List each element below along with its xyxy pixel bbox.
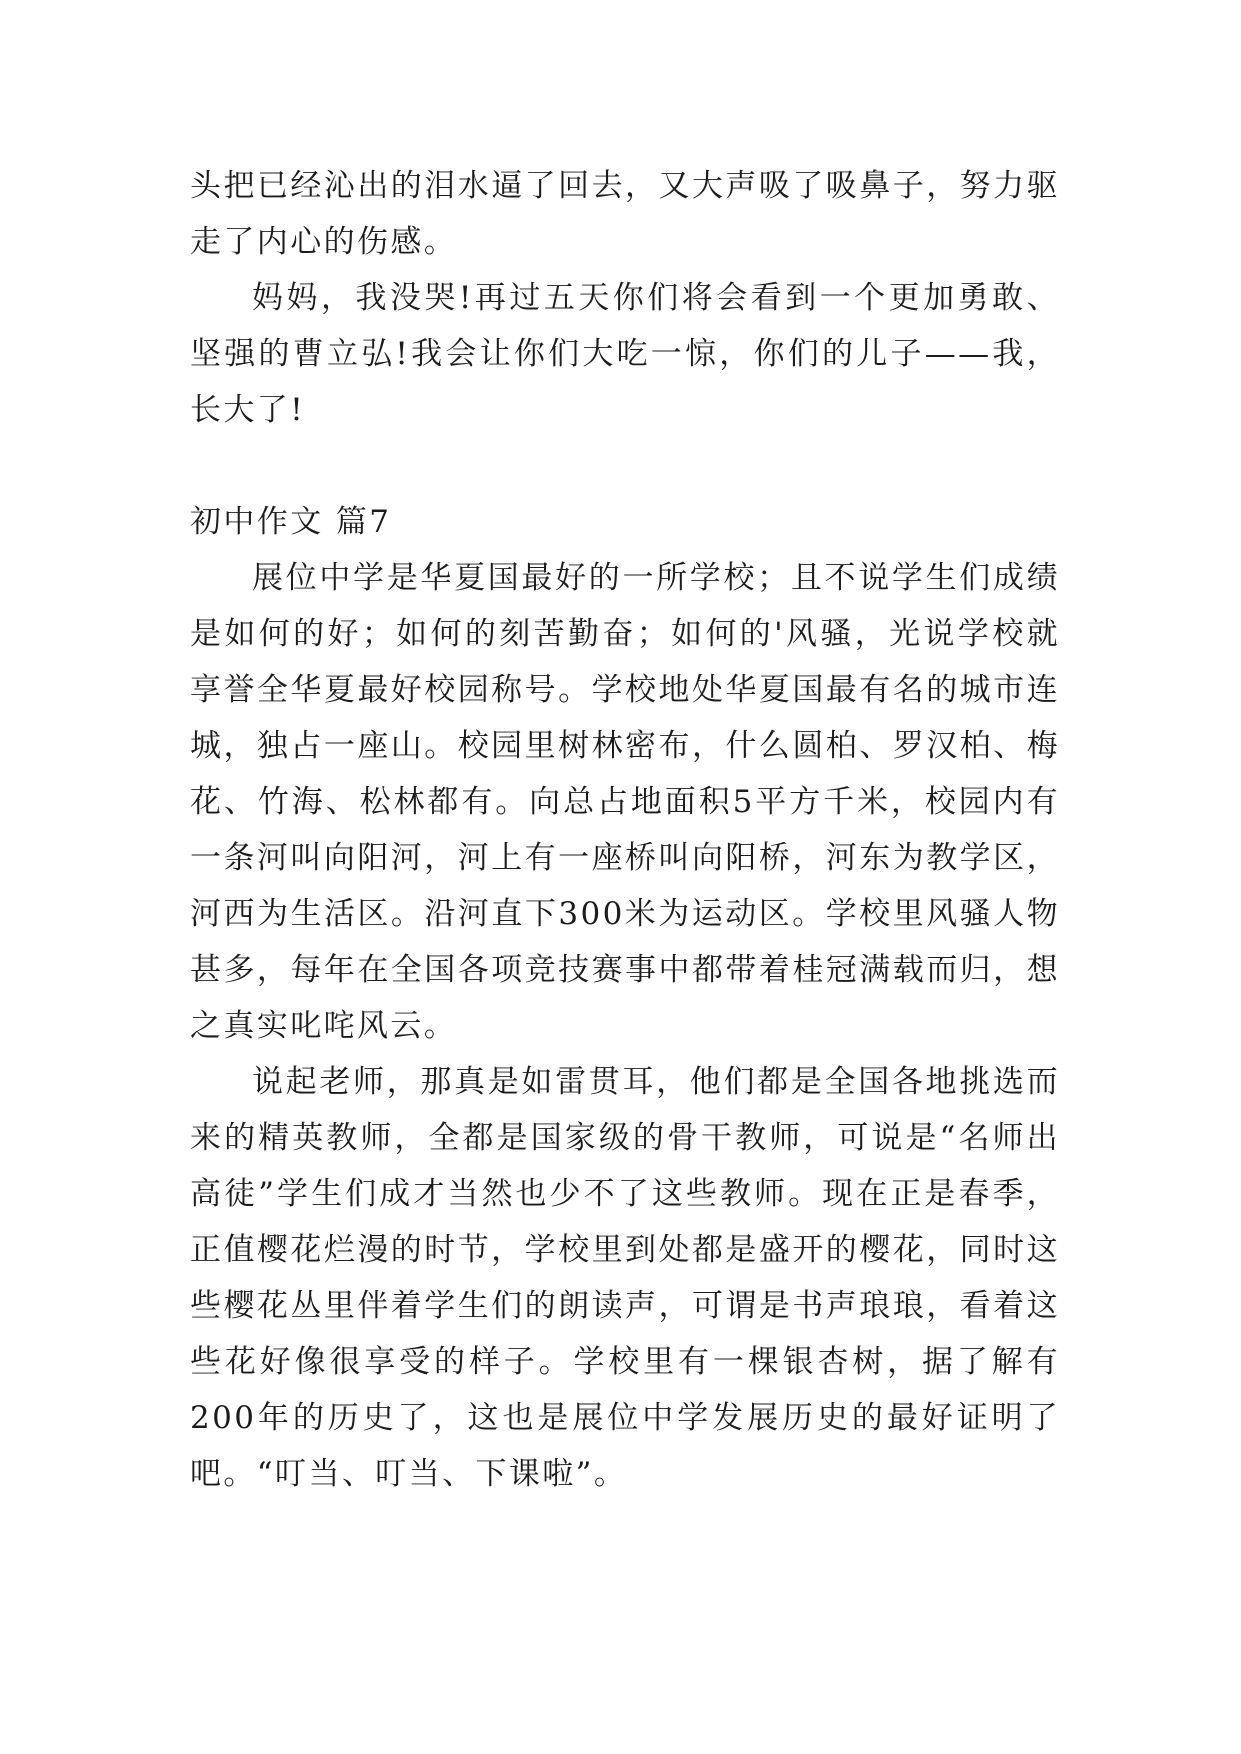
paragraph-teachers: 说起老师，那真是如雷贯耳，他们都是全国各地挑选而来的精英教师，全都是国家级的骨干教师，可说是“名师出高徒”学生们成才当然也少不了这些教师。现在正是春季，正值樱花烂漫的时节，学校里到处都是盛开的樱花，同时这些樱花丛里伴着学生们的朗读声，可谓是书声琅琅，看着这些花好像很享受的样子。学校里有一棵银杏树，据了解有200年的历史了，这也是展位中学发展历史的最好证明了吧。“叮当、叮当、下课啦”。 <box>190 1064 1060 1492</box>
paragraph-school: 展位中学是华夏国最好的一所学校；且不说学生们成绩是如何的好；如何的刻苦勤奋；如何的'风骚，光说学校就享誉全华夏最好校园称号。学校地处华夏国最有名的城市连城，独占一座山。校园里树林密布，什么圆柏、罗汉柏、梅花、竹海、松林都有。向总占地面积5平方千米，校园内有一条河叫向阳河，河上有一座桥叫向阳桥，河东为教学区，河西为生活区。沿河直下300米为运动区。学校里风骚人物甚多，每年在全国各项竞技赛事中都带着桂冠满载而归，想之真实叱咤风云。 <box>190 560 1060 1044</box>
paragraph-continuation: 头把已经沁出的泪水逼了回去，又大声吸了吸鼻子，努力驱走了内心的伤感。 <box>190 168 1060 260</box>
section-heading: 初中作文 篇7 <box>190 504 392 540</box>
paragraph-mom: 妈妈，我没哭!再过五天你们将会看到一个更加勇敢、坚强的曹立弘!我会让你们大吃一惊，你们的儿子——我，长大了! <box>190 280 1060 428</box>
document-body <box>190 158 1060 1502</box>
